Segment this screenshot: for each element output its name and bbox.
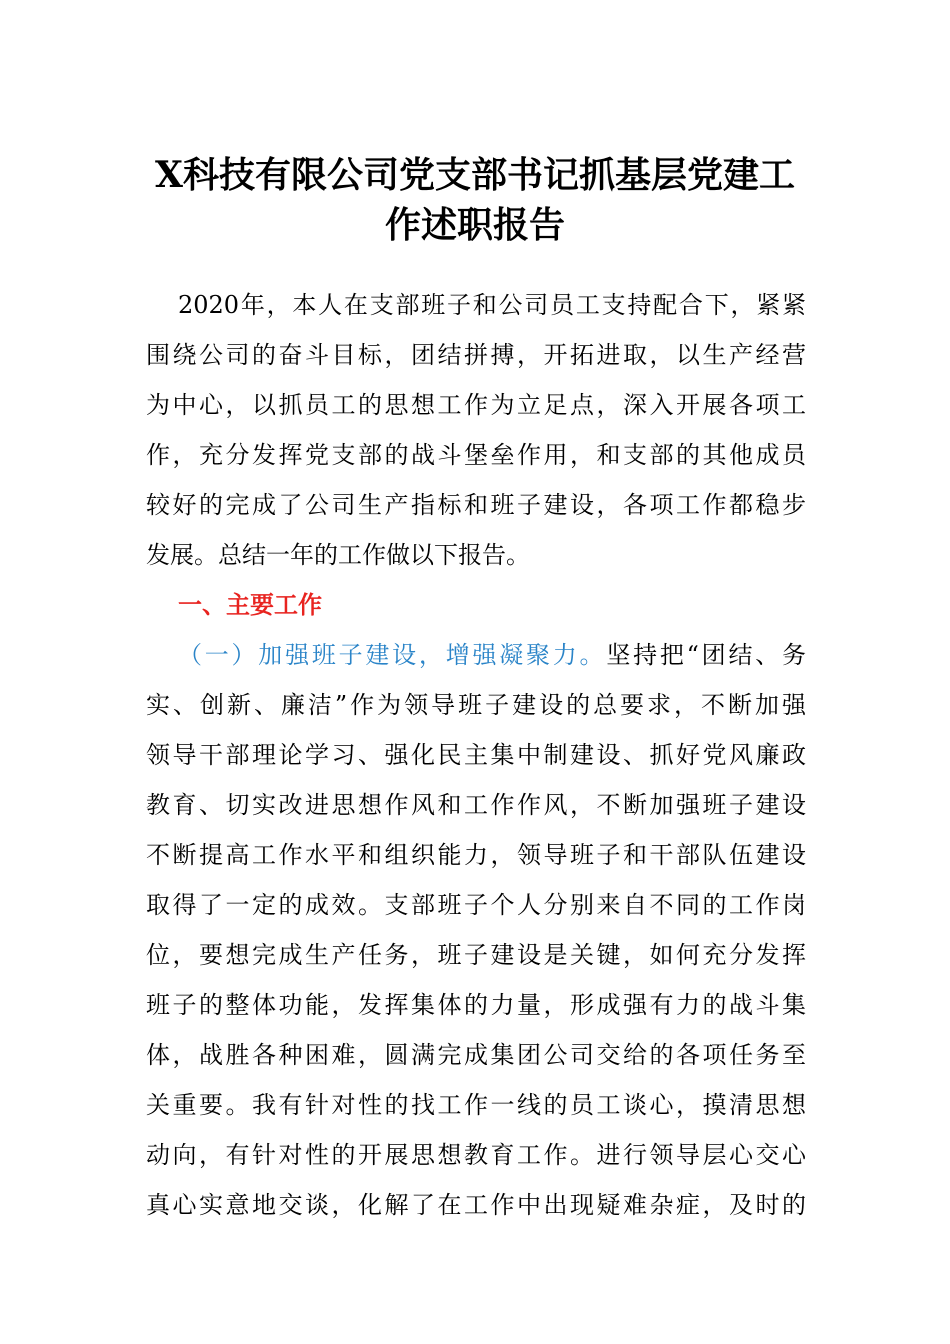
section-heading: 一、主要工作 <box>178 591 322 619</box>
paragraph-line: 实、创新、廉洁”作为领导班子建设的总要求，不断加强 <box>146 691 806 719</box>
subsection-first-line-text: 坚持把“团结、务 <box>606 641 806 669</box>
paragraph-line: 关重要。我有针对性的找工作一线的员工谈心，摸清思想 <box>146 1091 806 1119</box>
intro-line: 发展。总结一年的工作做以下报告。 <box>146 541 530 569</box>
intro-line: 围绕公司的奋斗目标，团结拼搏，开拓进取，以生产经营 <box>146 341 806 369</box>
paragraph-line: 位，要想完成生产任务，班子建设是关键，如何充分发挥 <box>146 941 806 969</box>
intro-line: 较好的完成了公司生产指标和班子建设，各项工作都稳步 <box>146 491 806 519</box>
paragraph-line: 领导干部理论学习、强化民主集中制建设、抓好党风廉政 <box>146 741 806 769</box>
paragraph-line: 动向，有针对性的开展思想教育工作。进行领导层心交心 <box>146 1141 806 1169</box>
intro-line: 2020年，本人在支部班子和公司员工支持配合下，紧紧 <box>178 291 806 319</box>
paragraph-line: 体，战胜各种困难，圆满完成集团公司交给的各项任务至 <box>146 1041 806 1069</box>
intro-line: 为中心，以抓员工的思想工作为立足点，深入开展各项工 <box>146 391 806 419</box>
subsection-heading: （一）加强班子建设，增强凝聚力。 <box>178 641 607 669</box>
intro-line: 作，充分发挥党支部的战斗堡垒作用，和支部的其他成员 <box>146 441 806 469</box>
subsection-first-line <box>178 630 806 680</box>
paragraph-line: 取得了一定的成效。支部班子个人分别来自不同的工作岗 <box>146 891 806 919</box>
document-title-line-1: X科技有限公司党支部书记抓基层党建工 <box>155 154 795 196</box>
paragraph-line: 不断提高工作水平和组织能力，领导班子和干部队伍建设 <box>146 841 806 869</box>
document-title-line-2: 作述职报告 <box>384 204 565 246</box>
paragraph-line: 教育、切实改进思想作风和工作作风，不断加强班子建设 <box>146 791 806 819</box>
paragraph-line: 真心实意地交谈，化解了在工作中出现疑难杂症，及时的 <box>146 1191 806 1219</box>
paragraph-line: 班子的整体功能，发挥集体的力量，形成强有力的战斗集 <box>146 991 806 1019</box>
